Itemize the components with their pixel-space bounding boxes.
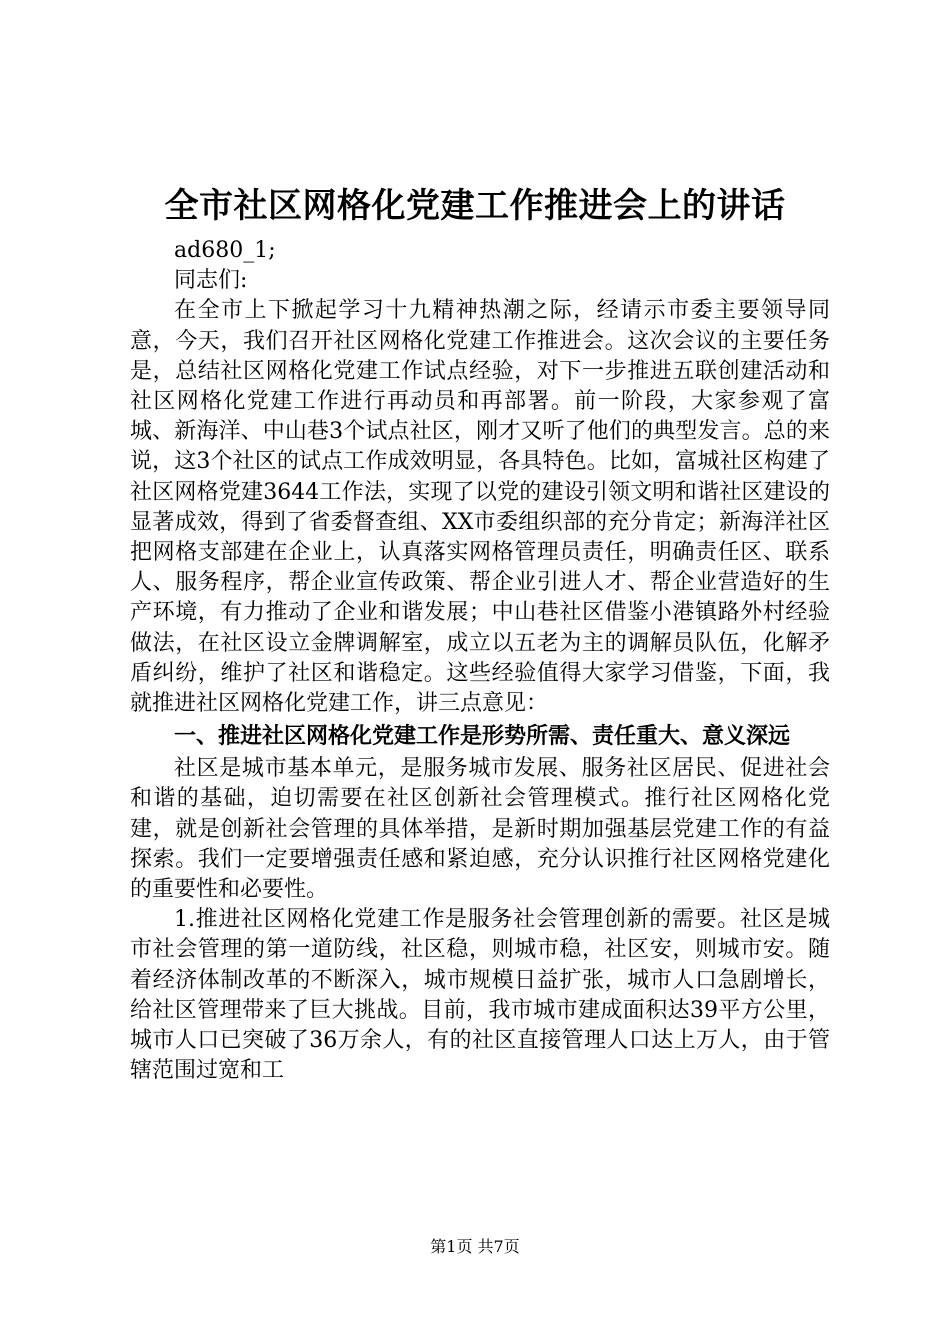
paragraph-code: ad680_1;	[174, 238, 276, 263]
section-heading-1: 一、推进社区网格化党建工作是形势所需、责任重大、意义深远	[174, 724, 791, 750]
paragraph-intro: 在全市上下掀起学习十九精神热潮之际，经请示市委主要领导同意，今天，我们召开社区网格化党建工作推进会。这次会议的主要任务是，总结社区网格化党建工作试点经验，对下一步推进五联创建活动和社区网格化党建工作进行再动员和再部署。前一阶段，大家参观了富城、新海洋、中山巷3个试点社区，刚才又听了他们的典型发言。总的来说，这3个社区的试点工作成效明显，各具特色。比如，富城社区构建了社区网格党建3644工作法，实现了以党的建设引领文明和谐社区建设的显著成效，得到了省委督查组、XX市委组织部的充分肯定；新海洋社区把网格支部建在企业上，认真落实网格管理员责任，明确责任区、联系人、服务程序，帮企业宣传政策、帮企业引进人才、帮企业营造好的生产环境，有力推动了企业和谐发展；中山巷社区借鉴小港镇路外村经验做法，在社区设立金牌调解室，成立以五老为主的调解员队伍，化解矛盾纠纷，维护了社区和谐稳定。这些经验值得大家学习借鉴，下面，我就推进社区网格化党建工作，讲三点意见：	[130, 298, 830, 717]
paragraph-point-1: 1.推进社区网格化党建工作是服务社会管理创新的需要。社区是城市社会管理的第一道防线，社区稳，则城市稳，社区安，则城市安。随着经济体制改革的不断深入，城市规模日益扩张，城市人口急剧增长，给社区管理带来了巨大挑战。目前，我市城市建成面积达39平方公里，城市人口已突破了36万余人，有的社区直接管理人口达上万人，由于管辖范围过宽和工	[130, 907, 830, 1084]
paragraph-section-1-intro: 社区是城市基本单元，是服务城市发展、服务社区居民、促进社会和谐的基础，迫切需要在社区创新社会管理模式。推行社区网格化党建，就是创新社会管理的具体举措，是新时期加强基层党建工作的有益探索。我们一定要增强责任感和紧迫感，充分认识推行社区网格党建化的重要性和必要性。	[130, 756, 830, 903]
page-number: 第1页 共7页	[430, 1237, 520, 1256]
paragraph-salutation: 同志们:	[174, 268, 248, 294]
document-title: 全市社区网格化党建工作推进会上的讲话	[164, 186, 786, 226]
document-body	[130, 236, 830, 1086]
